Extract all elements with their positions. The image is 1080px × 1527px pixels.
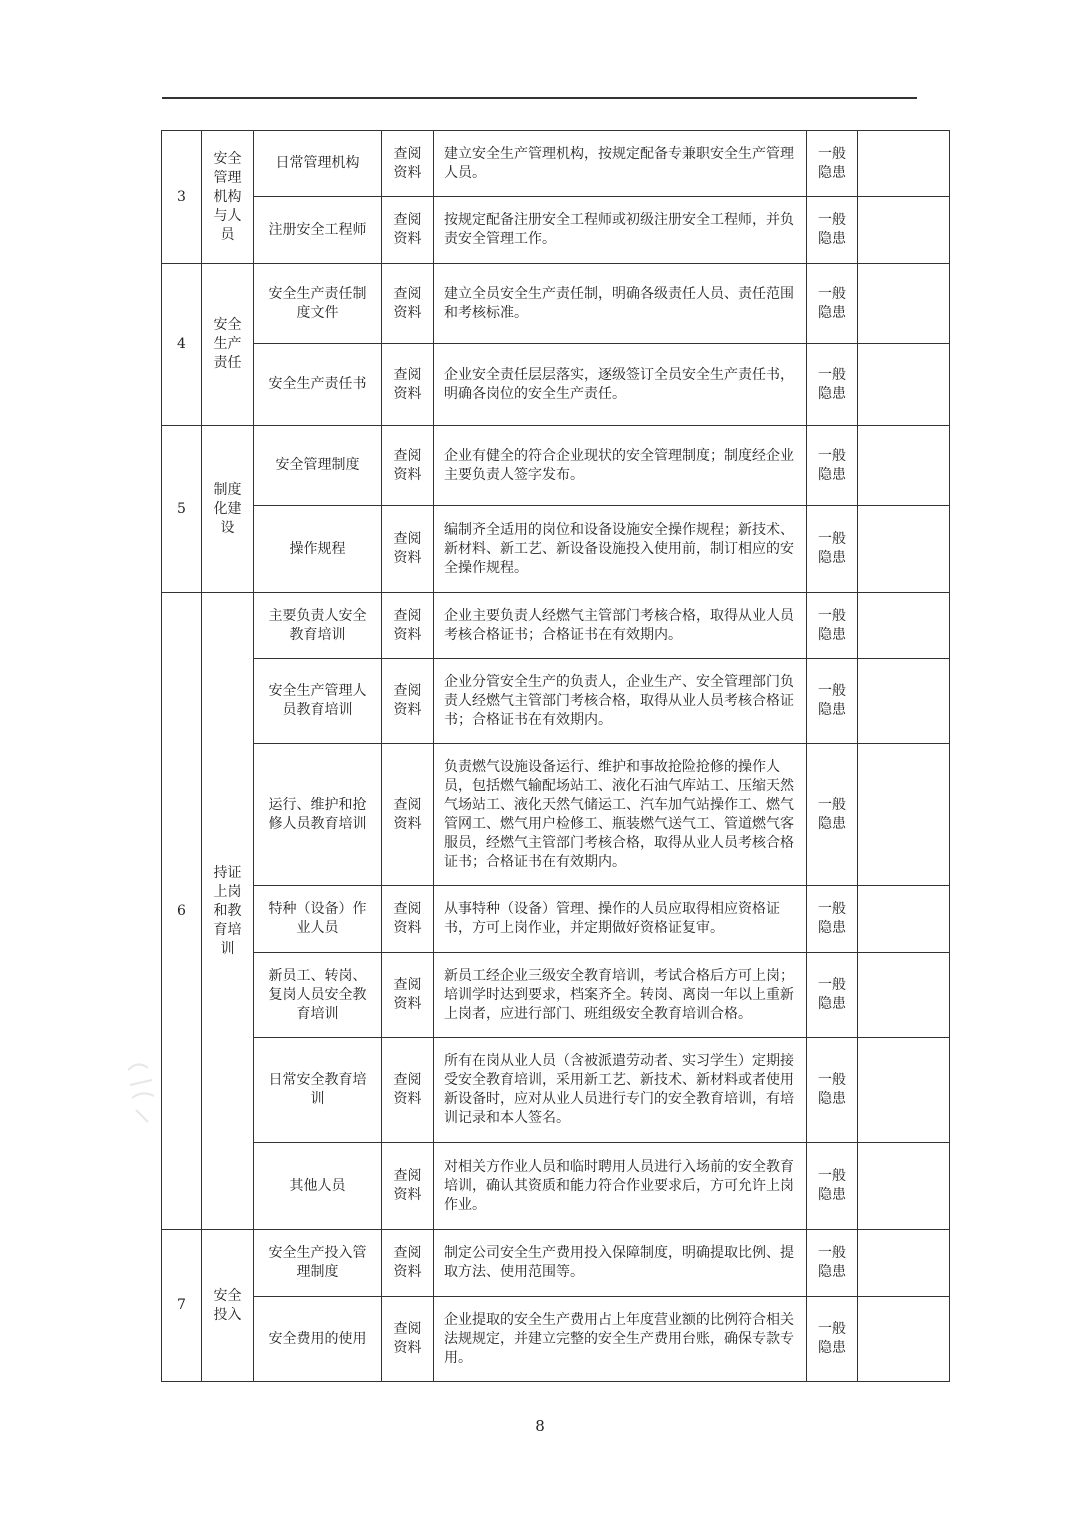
header-rule [162,97,917,99]
item-cell: 安全生产投入管理制度 [254,1230,382,1297]
note-cell [858,1143,950,1230]
category-cell: 持证上岗和教育培训 [202,593,254,1230]
note-cell [858,1230,950,1297]
item-cell: 其他人员 [254,1143,382,1230]
method-cell: 查阅资料 [382,344,434,426]
item-cell: 主要负责人安全教育培训 [254,593,382,659]
level-cell: 一般隐患 [807,1230,858,1297]
table-row [162,197,950,264]
category-cell: 安全生产责任 [202,264,254,426]
note-cell [858,197,950,264]
note-cell [858,131,950,197]
table-row [162,1143,950,1230]
standard-cell: 企业提取的安全生产费用占上年度营业额的比例符合相关法规规定，并建立完整的安全生产费用台账，确保专款专用。 [434,1297,807,1382]
standard-cell: 负责燃气设施设备运行、维护和事故抢险抢修的操作人员，包括燃气输配场站工、液化石油气库站工、压缩天然气场站工、液化天然气储运工、汽车加气站操作工、燃气管网工、燃气用户检修工、瓶装燃气送气工、管道燃气客服员，经燃气主管部门考核合格，取得从业人员考核合格证书；合格证书在有效期内。 [434,744,807,886]
page-number: 8 [535,1417,545,1435]
category-cell: 安全投入 [202,1230,254,1382]
table-row [162,659,950,744]
level-cell: 一般隐患 [807,344,858,426]
table-row [162,426,950,506]
standard-cell: 所有在岗从业人员（含被派遣劳动者、实习学生）定期接受安全教育培训，采用新工艺、新技术、新材料或者使用新设备时，应对从业人员进行专门的安全教育培训，有培训记录和本人签名。 [434,1038,807,1143]
category-cell: 制度化建设 [202,426,254,593]
note-cell [858,953,950,1038]
level-cell: 一般隐患 [807,1297,858,1382]
level-cell: 一般隐患 [807,264,858,344]
item-cell: 运行、维护和抢修人员教育培训 [254,744,382,886]
standard-cell: 编制齐全适用的岗位和设备设施安全操作规程；新技术、新材料、新工艺、新设备设施投入使用前，制订相应的安全操作规程。 [434,506,807,593]
standard-cell: 从事特种（设备）管理、操作的人员应取得相应资格证书，方可上岗作业，并定期做好资格证复审。 [434,886,807,953]
standard-cell: 对相关方作业人员和临时聘用人员进行入场前的安全教育培训，确认其资质和能力符合作业要求后，方可允许上岗作业。 [434,1143,807,1230]
item-cell: 操作规程 [254,506,382,593]
level-cell: 一般隐患 [807,506,858,593]
level-cell: 一般隐患 [807,886,858,953]
level-cell: 一般隐患 [807,426,858,506]
note-cell [858,344,950,426]
note-cell [858,1297,950,1382]
standard-cell: 企业分管安全生产的负责人，企业生产、安全管理部门负责人经燃气主管部门考核合格，取得从业人员考核合格证书；合格证书在有效期内。 [434,659,807,744]
note-cell [858,264,950,344]
note-cell [858,426,950,506]
item-cell: 日常管理机构 [254,131,382,197]
safety-inspection-table [161,130,950,1382]
standard-cell: 企业有健全的符合企业现状的安全管理制度；制度经企业主要负责人签字发布。 [434,426,807,506]
item-cell: 日常安全教育培训 [254,1038,382,1143]
standard-cell: 建立安全生产管理机构，按规定配备专兼职安全生产管理人员。 [434,131,807,197]
table-row [162,1038,950,1143]
item-cell: 特种（设备）作业人员 [254,886,382,953]
note-cell [858,659,950,744]
row-number: 5 [162,426,202,593]
table-row [162,1297,950,1382]
level-cell: 一般隐患 [807,1038,858,1143]
table-row [162,344,950,426]
level-cell: 一般隐患 [807,953,858,1038]
item-cell: 安全生产责任书 [254,344,382,426]
method-cell: 查阅资料 [382,659,434,744]
method-cell: 查阅资料 [382,197,434,264]
row-number: 7 [162,1230,202,1382]
level-cell: 一般隐患 [807,197,858,264]
table-row [162,953,950,1038]
method-cell: 查阅资料 [382,593,434,659]
method-cell: 查阅资料 [382,131,434,197]
method-cell: 查阅资料 [382,426,434,506]
row-number: 4 [162,264,202,426]
table-row [162,744,950,886]
standard-cell: 新员工经企业三级安全教育培训，考试合格后方可上岗；培训学时达到要求，档案齐全。转岗、离岗一年以上重新上岗者，应进行部门、班组级安全教育培训合格。 [434,953,807,1038]
watermark-stamp-icon [118,1040,168,1130]
item-cell: 安全费用的使用 [254,1297,382,1382]
level-cell: 一般隐患 [807,593,858,659]
method-cell: 查阅资料 [382,1230,434,1297]
standard-cell: 建立全员安全生产责任制，明确各级责任人员、责任范围和考核标准。 [434,264,807,344]
table-row [162,593,950,659]
method-cell: 查阅资料 [382,886,434,953]
method-cell: 查阅资料 [382,506,434,593]
standard-cell: 按规定配备注册安全工程师或初级注册安全工程师，并负责安全管理工作。 [434,197,807,264]
table-row [162,1230,950,1297]
table-row [162,264,950,344]
table-row [162,131,950,197]
level-cell: 一般隐患 [807,744,858,886]
item-cell: 安全生产责任制度文件 [254,264,382,344]
standard-cell: 制定公司安全生产费用投入保障制度，明确提取比例、提取方法、使用范围等。 [434,1230,807,1297]
item-cell: 新员工、转岗、复岗人员安全教育培训 [254,953,382,1038]
standard-cell: 企业安全责任层层落实，逐级签订全员安全生产责任书，明确各岗位的安全生产责任。 [434,344,807,426]
method-cell: 查阅资料 [382,264,434,344]
level-cell: 一般隐患 [807,659,858,744]
method-cell: 查阅资料 [382,1143,434,1230]
item-cell: 安全生产管理人员教育培训 [254,659,382,744]
note-cell [858,593,950,659]
note-cell [858,886,950,953]
method-cell: 查阅资料 [382,953,434,1038]
standard-cell: 企业主要负责人经燃气主管部门考核合格，取得从业人员考核合格证书；合格证书在有效期内。 [434,593,807,659]
note-cell [858,744,950,886]
table-row [162,506,950,593]
method-cell: 查阅资料 [382,1297,434,1382]
level-cell: 一般隐患 [807,131,858,197]
level-cell: 一般隐患 [807,1143,858,1230]
row-number: 3 [162,131,202,264]
item-cell: 注册安全工程师 [254,197,382,264]
method-cell: 查阅资料 [382,744,434,886]
note-cell [858,1038,950,1143]
method-cell: 查阅资料 [382,1038,434,1143]
table-row [162,886,950,953]
note-cell [858,506,950,593]
category-cell: 安全管理机构与人员 [202,131,254,264]
item-cell: 安全管理制度 [254,426,382,506]
row-number: 6 [162,593,202,1230]
